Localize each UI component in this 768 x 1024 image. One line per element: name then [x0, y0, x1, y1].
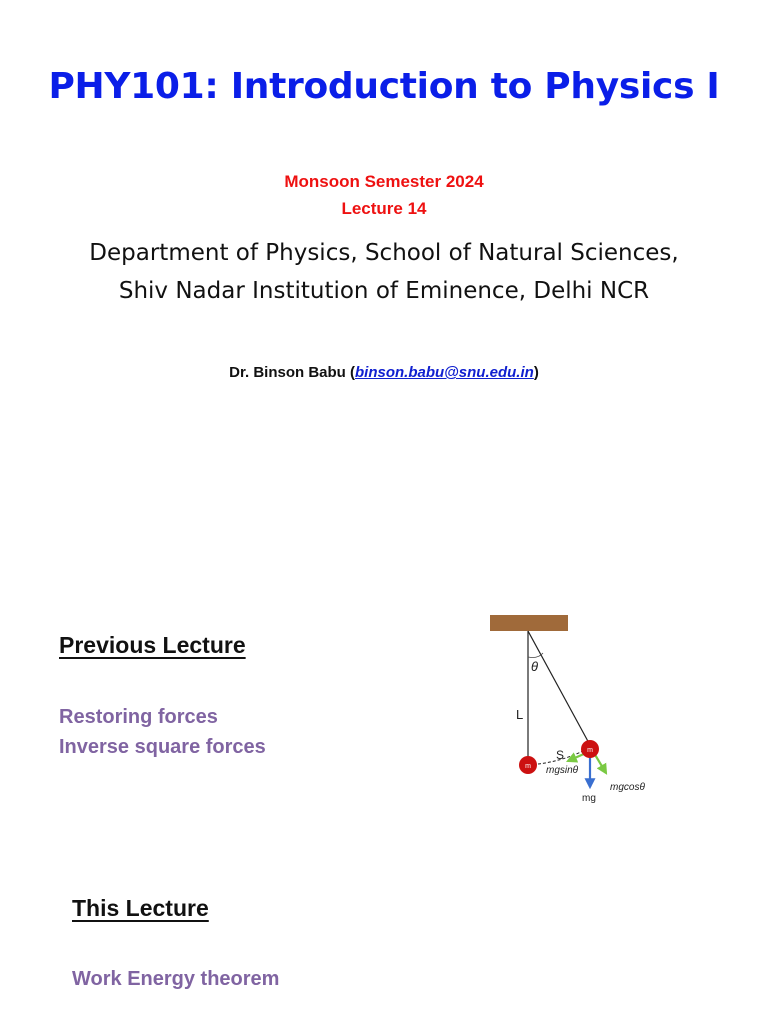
- course-title: PHY101: Introduction to Physics I: [48, 66, 720, 107]
- author-name: Dr. Binson Babu (: [229, 364, 356, 381]
- previous-topic-1: Restoring forces: [59, 706, 218, 728]
- radial-arrow: [594, 753, 606, 773]
- this-lecture-heading: This Lecture: [72, 895, 209, 921]
- author-email-link[interactable]: binson.babu@snu.edu.in: [355, 364, 534, 381]
- author-suffix: ): [533, 364, 539, 381]
- semester-label: Monsoon Semester 2024: [284, 172, 484, 191]
- weight-label: mg: [582, 793, 596, 804]
- department-line-2: Shiv Nadar Institution of Eminence, Delhi NCR: [118, 278, 650, 304]
- radial-force-label: mgcosθ: [610, 782, 645, 793]
- length-label: L: [516, 707, 524, 722]
- ceiling-support: [490, 615, 568, 631]
- bob-rest-label: m: [525, 763, 531, 770]
- author-line: [0, 364, 768, 381]
- theta-label: θ: [531, 659, 539, 674]
- previous-topic-2: Inverse square forces: [59, 736, 266, 758]
- department-line-1: Department of Physics, School of Natural Sciences,: [89, 240, 679, 266]
- bob-displaced-label: m: [587, 747, 593, 754]
- arc-label: S: [556, 748, 565, 762]
- displaced-string: [528, 631, 590, 745]
- tangential-force-label: mgsinθ: [546, 765, 579, 776]
- previous-lecture-heading: Previous Lecture: [59, 632, 246, 658]
- pendulum-diagram: [480, 605, 680, 810]
- current-topic-1: Work Energy theorem: [72, 968, 280, 990]
- lecture-number: Lecture 14: [341, 199, 427, 218]
